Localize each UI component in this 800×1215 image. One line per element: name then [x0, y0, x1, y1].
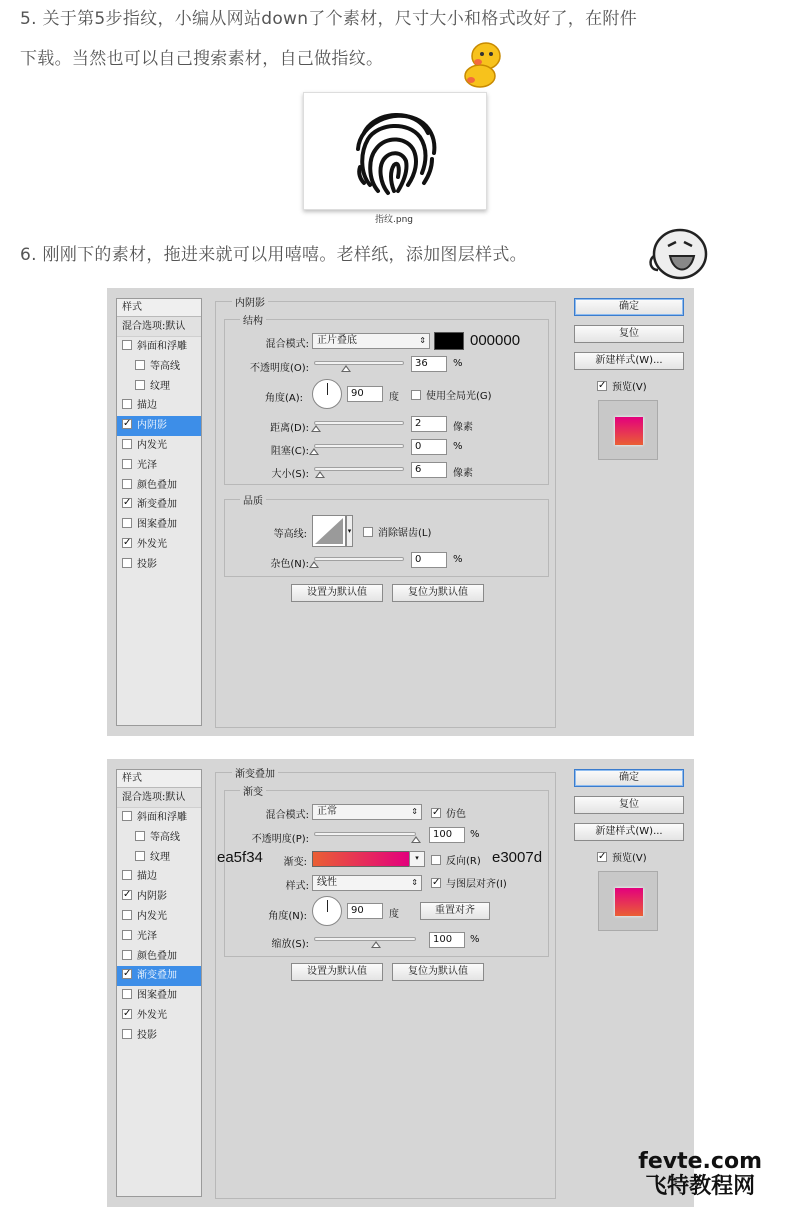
- blend-mode-value: 正常: [317, 806, 337, 817]
- structure-title: 结构: [240, 312, 266, 327]
- style-item-checkbox[interactable]: [122, 870, 132, 880]
- gradient-overlay-title: 渐变叠加: [232, 765, 278, 780]
- align-layer-checkbox[interactable]: [431, 875, 507, 890]
- angle-input[interactable]: 90: [347, 903, 383, 919]
- style-item-checkbox[interactable]: [122, 930, 132, 940]
- style-item[interactable]: [117, 808, 201, 828]
- global-light-box[interactable]: [411, 390, 421, 400]
- style-item-label: 图案叠加: [137, 990, 177, 1002]
- choke-unit: %: [453, 441, 463, 452]
- size-input[interactable]: 6: [411, 462, 447, 478]
- style-item-label: 斜面和浮雕: [137, 341, 187, 352]
- style-item[interactable]: [117, 535, 201, 555]
- opacity-slider[interactable]: [314, 361, 404, 365]
- opacity-label: 不透明度(O):: [249, 363, 309, 374]
- noise-label: 杂色(N):: [270, 559, 309, 570]
- preview-box[interactable]: ✓: [598, 851, 607, 862]
- gradient-title: 渐变: [240, 783, 266, 798]
- antialias-label: 消除锯齿(L): [378, 528, 432, 539]
- reverse-label: 反向(R): [446, 856, 481, 867]
- style-item-label: 光泽: [137, 930, 157, 942]
- choke-input[interactable]: 0: [411, 439, 447, 455]
- style-item[interactable]: [117, 396, 201, 416]
- style-item[interactable]: [117, 1026, 201, 1046]
- noise-input[interactable]: 0: [411, 552, 447, 568]
- style-item-label: 投影: [137, 558, 157, 570]
- style-item-checkbox[interactable]: ✓: [123, 968, 132, 980]
- blend-mode-label: 混合模式:: [265, 810, 309, 821]
- choke-slider-thumb[interactable]: [309, 448, 319, 455]
- scale-input[interactable]: 100: [429, 932, 465, 948]
- style-item-label: 描边: [137, 400, 157, 412]
- style-item-label: 颜色叠加: [137, 950, 177, 962]
- style-item-checkbox[interactable]: [122, 1029, 132, 1039]
- style-item-label: 颜色叠加: [137, 479, 177, 491]
- size-label: 大小(S):: [271, 469, 309, 480]
- style-label: 样式:: [285, 881, 309, 892]
- style-item-checkbox[interactable]: ✓: [123, 497, 132, 509]
- angle-unit: 度: [389, 392, 399, 403]
- global-light-checkbox[interactable]: [411, 387, 492, 402]
- style-item[interactable]: [117, 907, 201, 927]
- opacity-input[interactable]: 36: [411, 356, 447, 372]
- contour-linear-icon: [313, 516, 345, 546]
- noise-unit: %: [453, 554, 463, 565]
- style-item[interactable]: [117, 986, 201, 1006]
- watermark-domain: fevte.com: [638, 1149, 762, 1174]
- style-item-checkbox[interactable]: [122, 950, 132, 960]
- noise-slider[interactable]: [314, 557, 404, 561]
- preview-label: 预览(V): [612, 382, 647, 393]
- distance-slider-thumb[interactable]: [311, 425, 321, 432]
- style-item-label: 纹理: [150, 851, 170, 863]
- style-item[interactable]: [117, 947, 201, 967]
- blend-mode-label: 混合模式:: [265, 339, 309, 350]
- site-watermark: [638, 1150, 762, 1200]
- angle-label: 角度(N):: [268, 911, 307, 922]
- reset-default-button[interactable]: 复位为默认值: [392, 963, 484, 981]
- style-item[interactable]: [117, 966, 201, 986]
- style-item-label: 外发光: [137, 1009, 167, 1021]
- align-layer-box[interactable]: ✓: [432, 877, 441, 888]
- styles-items: [117, 808, 201, 1046]
- gradient-end-annotation: e3007d: [492, 849, 543, 866]
- style-preview: [598, 871, 658, 931]
- styles-items: [117, 337, 201, 575]
- style-item[interactable]: [117, 416, 201, 436]
- style-item-label: 光泽: [137, 459, 157, 471]
- fingerprint-caption: 指纹.png: [375, 215, 413, 225]
- set-default-button[interactable]: 设置为默认值: [291, 584, 383, 602]
- distance-slider[interactable]: [314, 421, 404, 425]
- style-item[interactable]: [117, 927, 201, 947]
- style-item-checkbox[interactable]: [135, 380, 145, 390]
- style-item-checkbox[interactable]: [122, 910, 132, 920]
- align-layer-label: 与图层对齐(I): [446, 879, 507, 890]
- fingerprint-image: [303, 92, 487, 210]
- style-item[interactable]: [117, 1006, 201, 1026]
- style-item-label: 描边: [137, 871, 157, 883]
- style-item[interactable]: [117, 456, 201, 476]
- preview-swatch: [615, 417, 643, 445]
- style-item-label: 图案叠加: [137, 519, 177, 531]
- style-item-checkbox[interactable]: [122, 518, 132, 528]
- select-arrows-icon: ⇕: [411, 807, 418, 816]
- dither-label: 仿色: [446, 809, 466, 820]
- new-style-button[interactable]: 新建样式(W)...: [574, 823, 684, 841]
- noise-slider-thumb[interactable]: [309, 561, 319, 568]
- shadow-color-swatch[interactable]: [434, 332, 464, 350]
- paragraph-step5-line1: 5. 关于第5步指纹，小编从网站down了个素材，尺寸大小和格式改好了，在附件: [20, 9, 638, 29]
- style-item-checkbox[interactable]: [122, 989, 132, 999]
- style-item[interactable]: [117, 377, 201, 397]
- style-item-label: 等高线: [150, 360, 180, 372]
- blend-mode-select[interactable]: [312, 804, 422, 820]
- style-item-checkbox[interactable]: [122, 459, 132, 469]
- global-light-label: 使用全局光(G): [426, 391, 492, 402]
- opacity-input[interactable]: 100: [429, 827, 465, 843]
- scale-unit: %: [470, 934, 480, 945]
- scale-slider-thumb[interactable]: [371, 941, 381, 948]
- opacity-slider-thumb[interactable]: [341, 365, 351, 372]
- style-item-label: 内发光: [137, 910, 167, 922]
- quality-title: 品质: [240, 492, 266, 507]
- set-default-button[interactable]: 设置为默认值: [291, 963, 383, 981]
- style-item[interactable]: [117, 436, 201, 456]
- style-item-checkbox[interactable]: [135, 831, 145, 841]
- style-item-checkbox[interactable]: [122, 399, 132, 409]
- style-item-label: 纹理: [150, 380, 170, 392]
- blending-options-item[interactable]: 混合选项:默认: [117, 317, 201, 337]
- choke-label: 阻塞(C):: [270, 446, 309, 457]
- gradient-swatch[interactable]: [312, 851, 410, 867]
- size-slider[interactable]: [314, 467, 404, 471]
- gradient-start-annotation: ea5f34: [217, 849, 263, 866]
- cartoon-emoji-icon: [458, 40, 506, 90]
- preview-checkbox[interactable]: [597, 378, 647, 393]
- style-item[interactable]: [117, 495, 201, 515]
- preview-swatch: [615, 888, 643, 916]
- style-item[interactable]: [117, 887, 201, 907]
- size-slider-thumb[interactable]: [315, 471, 325, 478]
- style-item-label: 内阴影: [137, 891, 167, 903]
- styles-list-title: 样式: [117, 770, 201, 788]
- scale-slider[interactable]: [314, 937, 416, 941]
- new-style-button[interactable]: 新建样式(W)...: [574, 352, 684, 370]
- styles-list: [116, 769, 202, 1197]
- style-preview: [598, 400, 658, 460]
- reverse-checkbox[interactable]: [431, 852, 481, 867]
- styles-list-title: 样式: [117, 299, 201, 317]
- angle-unit: 度: [389, 909, 399, 920]
- opacity-unit: %: [470, 829, 480, 840]
- reverse-box[interactable]: [431, 855, 441, 865]
- style-item[interactable]: [117, 828, 201, 848]
- style-item-checkbox[interactable]: ✓: [123, 418, 132, 430]
- gradient-label: 渐变:: [283, 857, 307, 868]
- style-item[interactable]: [117, 848, 201, 868]
- antialias-box[interactable]: [363, 527, 373, 537]
- style-item-label: 外发光: [137, 538, 167, 550]
- styles-list: [116, 298, 202, 726]
- style-item[interactable]: [117, 515, 201, 535]
- select-arrows-icon: ⇕: [419, 336, 426, 345]
- preview-box[interactable]: ✓: [598, 380, 607, 391]
- opacity-slider[interactable]: [314, 832, 416, 836]
- antialias-checkbox[interactable]: [363, 524, 431, 539]
- choke-slider[interactable]: [314, 444, 404, 448]
- distance-label: 距离(D):: [270, 423, 309, 434]
- style-item[interactable]: [117, 337, 201, 357]
- angle-label: 角度(A):: [264, 393, 303, 404]
- opacity-unit: %: [453, 358, 463, 369]
- style-item-checkbox[interactable]: [122, 439, 132, 449]
- reset-button[interactable]: 复位: [574, 796, 684, 814]
- style-item[interactable]: [117, 476, 201, 496]
- blend-mode-select[interactable]: [312, 333, 430, 349]
- opacity-label: 不透明度(P):: [251, 834, 309, 845]
- contour-picker[interactable]: [312, 515, 346, 547]
- distance-unit: 像素: [453, 422, 473, 433]
- preview-label: 预览(V): [612, 853, 647, 864]
- gradient-style-select[interactable]: [312, 875, 422, 891]
- preview-checkbox[interactable]: [597, 849, 647, 864]
- angle-dial[interactable]: [312, 896, 342, 926]
- style-item-label: 投影: [137, 1029, 157, 1041]
- gradient-dropdown-icon[interactable]: ▾: [409, 851, 425, 867]
- dither-checkbox[interactable]: [431, 805, 466, 820]
- style-item[interactable]: [117, 555, 201, 575]
- style-item-label: 渐变叠加: [137, 970, 177, 982]
- select-arrows-icon: ⇕: [411, 878, 418, 887]
- style-item-checkbox[interactable]: [122, 479, 132, 489]
- reset-button[interactable]: 复位: [574, 325, 684, 343]
- style-item-checkbox[interactable]: [122, 811, 132, 821]
- style-item-label: 内阴影: [137, 420, 167, 432]
- paragraph-step6: 6. 刚刚下的素材，拖进来就可以用嘻嘻。老样纸，添加图层样式。: [20, 245, 527, 265]
- contour-dropdown-icon[interactable]: ▾: [346, 515, 353, 547]
- style-item-checkbox[interactable]: ✓: [123, 889, 132, 901]
- style-item-checkbox[interactable]: [122, 558, 132, 568]
- style-item-checkbox[interactable]: ✓: [123, 1007, 132, 1019]
- style-item-checkbox[interactable]: [135, 851, 145, 861]
- blending-options-item[interactable]: 混合选项:默认: [117, 788, 201, 808]
- laughing-emoji-icon: [646, 226, 708, 282]
- ok-button[interactable]: 确定: [574, 298, 684, 316]
- reset-align-button[interactable]: 重置对齐: [420, 902, 490, 920]
- paragraph-step5-line2: 下载。当然也可以自己搜索素材，自己做指纹。: [20, 49, 384, 69]
- reset-default-button[interactable]: 复位为默认值: [392, 584, 484, 602]
- style-item-label: 渐变叠加: [137, 499, 177, 511]
- style-item-label: 斜面和浮雕: [137, 812, 187, 823]
- angle-dial[interactable]: [312, 379, 342, 409]
- contour-label: 等高线:: [273, 529, 307, 540]
- style-item[interactable]: [117, 357, 201, 377]
- opacity-slider-thumb[interactable]: [411, 836, 421, 843]
- scale-label: 缩放(S):: [271, 939, 309, 950]
- shadow-color-annotation: 000000: [470, 332, 521, 349]
- ok-button[interactable]: 确定: [574, 769, 684, 787]
- watermark-site-name: 飞特教程网: [645, 1174, 756, 1199]
- size-unit: 像素: [453, 468, 473, 479]
- style-item[interactable]: [117, 867, 201, 887]
- inner-shadow-title: 内阴影: [232, 294, 268, 309]
- style-item-label: 内发光: [137, 439, 167, 451]
- fingerprint-icon: [304, 93, 486, 209]
- blend-mode-value: 正片叠底: [317, 335, 357, 346]
- distance-input[interactable]: 2: [411, 416, 447, 432]
- style-item-checkbox[interactable]: ✓: [123, 536, 132, 548]
- dither-box[interactable]: ✓: [432, 807, 441, 818]
- gradient-style-value: 线性: [317, 877, 337, 888]
- style-item-label: 等高线: [150, 831, 180, 843]
- style-item-checkbox[interactable]: [135, 360, 145, 370]
- style-item-checkbox[interactable]: [122, 340, 132, 350]
- angle-input[interactable]: 90: [347, 386, 383, 402]
- layer-style-dialog-gradient-overlay: [107, 759, 694, 1207]
- layer-style-dialog-inner-shadow: [107, 288, 694, 736]
